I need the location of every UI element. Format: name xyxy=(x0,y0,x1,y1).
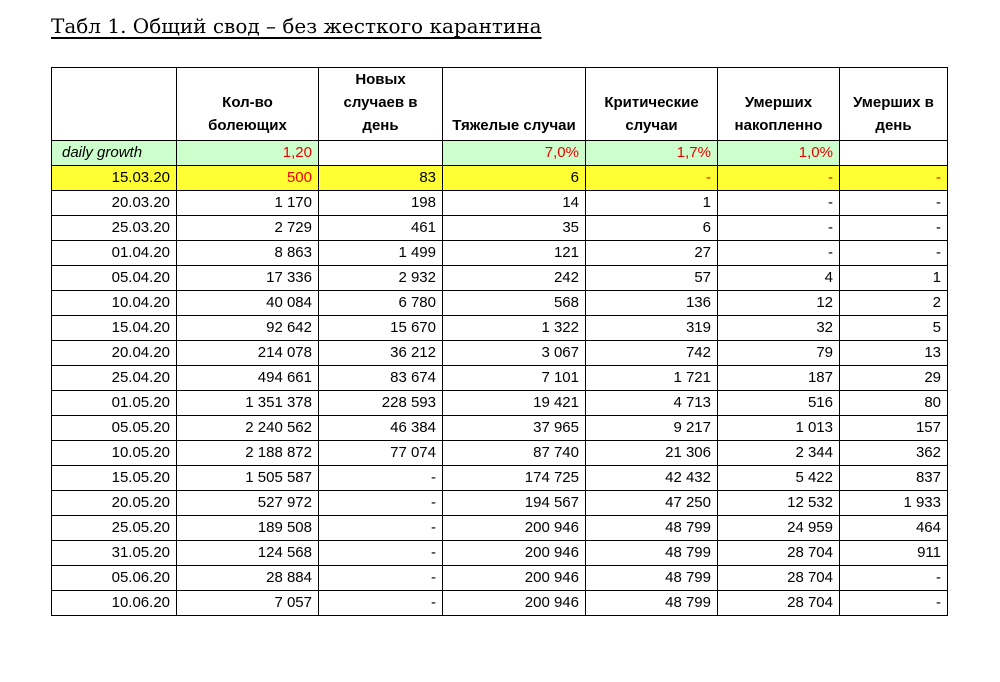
growth-severe: 7,0% xyxy=(443,141,586,166)
cell-critical: 742 xyxy=(586,341,718,366)
table-row xyxy=(52,416,948,441)
cell-new-cases: 6 780 xyxy=(319,291,443,316)
table-row xyxy=(52,516,948,541)
cell-deaths-cumulative: 28 704 xyxy=(718,566,840,591)
cell-sick: 8 863 xyxy=(177,241,319,266)
cell-severe: 35 xyxy=(443,216,586,241)
cell-sick: 1 351 378 xyxy=(177,391,319,416)
table-title: Табл 1. Общий свод – без жесткого карантина xyxy=(51,14,542,38)
cell-deaths-cumulative: 12 532 xyxy=(718,491,840,516)
cell-deaths-cumulative: 32 xyxy=(718,316,840,341)
cell-deaths-cumulative: 24 959 xyxy=(718,516,840,541)
cell-deaths-cumulative: 516 xyxy=(718,391,840,416)
daily-growth-label: daily growth xyxy=(52,141,177,166)
cell-deaths-cumulative: 4 xyxy=(718,266,840,291)
header-cell-deaths-daily: Умерших в день xyxy=(840,68,948,141)
cell-date: 25.03.20 xyxy=(52,216,177,241)
table-row xyxy=(52,241,948,266)
cell-deaths-cumulative: - xyxy=(718,241,840,266)
cell-deaths-daily: - xyxy=(840,216,948,241)
cell-severe: 174 725 xyxy=(443,466,586,491)
header-cell-sick: Кол-во болеющих xyxy=(177,68,319,141)
cell-sick: 214 078 xyxy=(177,341,319,366)
cell-date: 20.05.20 xyxy=(52,491,177,516)
cell-critical: 42 432 xyxy=(586,466,718,491)
cell-critical: 21 306 xyxy=(586,441,718,466)
cell-critical: 6 xyxy=(586,216,718,241)
cell-deaths-cumulative: - xyxy=(718,216,840,241)
cell-severe: 87 740 xyxy=(443,441,586,466)
cell-severe: 200 946 xyxy=(443,591,586,616)
cell-new-cases: - xyxy=(319,516,443,541)
header-cell-critical: Критические случаи xyxy=(586,68,718,141)
table-row xyxy=(52,391,948,416)
cell-severe: 200 946 xyxy=(443,541,586,566)
highlight-sick: 500 xyxy=(177,166,319,191)
cell-new-cases: 2 932 xyxy=(319,266,443,291)
table-row xyxy=(52,466,948,491)
cell-critical: 57 xyxy=(586,266,718,291)
cell-new-cases: 46 384 xyxy=(319,416,443,441)
table-row xyxy=(52,441,948,466)
cell-date: 31.05.20 xyxy=(52,541,177,566)
cell-sick: 2 729 xyxy=(177,216,319,241)
cell-deaths-daily: 13 xyxy=(840,341,948,366)
table-row xyxy=(52,566,948,591)
cell-deaths-cumulative: 28 704 xyxy=(718,541,840,566)
cell-new-cases: 83 674 xyxy=(319,366,443,391)
cell-new-cases: 15 670 xyxy=(319,316,443,341)
cell-critical: 48 799 xyxy=(586,516,718,541)
cell-critical: 9 217 xyxy=(586,416,718,441)
cell-critical: 27 xyxy=(586,241,718,266)
cell-deaths-daily: - xyxy=(840,241,948,266)
table-row xyxy=(52,191,948,216)
cell-new-cases: - xyxy=(319,566,443,591)
cell-sick: 92 642 xyxy=(177,316,319,341)
cell-new-cases: - xyxy=(319,491,443,516)
cell-critical: 48 799 xyxy=(586,591,718,616)
growth-sick: 1,20 xyxy=(177,141,319,166)
table-row xyxy=(52,216,948,241)
cell-deaths-cumulative: - xyxy=(718,191,840,216)
cell-date: 01.04.20 xyxy=(52,241,177,266)
table-row xyxy=(52,341,948,366)
cell-severe: 242 xyxy=(443,266,586,291)
highlight-critical: - xyxy=(586,166,718,191)
cell-sick: 7 057 xyxy=(177,591,319,616)
table-row xyxy=(52,591,948,616)
cell-date: 10.05.20 xyxy=(52,441,177,466)
cell-sick: 2 240 562 xyxy=(177,416,319,441)
cell-deaths-daily: 29 xyxy=(840,366,948,391)
cell-deaths-daily: 5 xyxy=(840,316,948,341)
cell-severe: 121 xyxy=(443,241,586,266)
cell-sick: 189 508 xyxy=(177,516,319,541)
table-row xyxy=(52,266,948,291)
cell-sick: 124 568 xyxy=(177,541,319,566)
growth-deaths-daily xyxy=(840,141,948,166)
highlight-deaths-cumulative: - xyxy=(718,166,840,191)
cell-new-cases: 198 xyxy=(319,191,443,216)
cell-date: 15.05.20 xyxy=(52,466,177,491)
header-cell-new-cases: Новых случаев в день xyxy=(319,68,443,141)
header-row xyxy=(52,68,948,141)
cell-deaths-cumulative: 28 704 xyxy=(718,591,840,616)
cell-critical: 1 xyxy=(586,191,718,216)
cell-date: 15.04.20 xyxy=(52,316,177,341)
cell-sick: 494 661 xyxy=(177,366,319,391)
cell-deaths-daily: 1 xyxy=(840,266,948,291)
cell-new-cases: 77 074 xyxy=(319,441,443,466)
cell-new-cases: - xyxy=(319,591,443,616)
cell-deaths-daily: 837 xyxy=(840,466,948,491)
cell-deaths-daily: 2 xyxy=(840,291,948,316)
cell-severe: 1 322 xyxy=(443,316,586,341)
header-cell-empty xyxy=(52,68,177,141)
daily-growth-row xyxy=(52,141,948,166)
summary-table xyxy=(51,67,948,616)
cell-date: 25.04.20 xyxy=(52,366,177,391)
cell-critical: 319 xyxy=(586,316,718,341)
cell-critical: 136 xyxy=(586,291,718,316)
cell-new-cases: 1 499 xyxy=(319,241,443,266)
cell-severe: 200 946 xyxy=(443,516,586,541)
cell-severe: 3 067 xyxy=(443,341,586,366)
growth-critical: 1,7% xyxy=(586,141,718,166)
cell-sick: 17 336 xyxy=(177,266,319,291)
cell-severe: 200 946 xyxy=(443,566,586,591)
cell-deaths-daily: 157 xyxy=(840,416,948,441)
cell-date: 20.04.20 xyxy=(52,341,177,366)
cell-deaths-daily: 464 xyxy=(840,516,948,541)
header-cell-deaths-cumulative: Умерших накопленно xyxy=(718,68,840,141)
cell-date: 10.06.20 xyxy=(52,591,177,616)
cell-deaths-cumulative: 1 013 xyxy=(718,416,840,441)
highlight-date: 15.03.20 xyxy=(52,166,177,191)
cell-date: 25.05.20 xyxy=(52,516,177,541)
cell-new-cases: 461 xyxy=(319,216,443,241)
cell-severe: 19 421 xyxy=(443,391,586,416)
cell-new-cases: 228 593 xyxy=(319,391,443,416)
cell-date: 01.05.20 xyxy=(52,391,177,416)
highlight-deaths-daily: - xyxy=(840,166,948,191)
cell-deaths-daily: - xyxy=(840,566,948,591)
cell-critical: 47 250 xyxy=(586,491,718,516)
table-row xyxy=(52,316,948,341)
cell-severe: 14 xyxy=(443,191,586,216)
cell-deaths-cumulative: 5 422 xyxy=(718,466,840,491)
cell-critical: 4 713 xyxy=(586,391,718,416)
cell-severe: 37 965 xyxy=(443,416,586,441)
cell-date: 05.06.20 xyxy=(52,566,177,591)
table-row xyxy=(52,541,948,566)
cell-severe: 194 567 xyxy=(443,491,586,516)
cell-sick: 40 084 xyxy=(177,291,319,316)
cell-sick: 1 505 587 xyxy=(177,466,319,491)
cell-sick: 28 884 xyxy=(177,566,319,591)
cell-date: 05.05.20 xyxy=(52,416,177,441)
cell-deaths-daily: - xyxy=(840,591,948,616)
highlight-new-cases: 83 xyxy=(319,166,443,191)
growth-new-cases xyxy=(319,141,443,166)
cell-deaths-daily: 80 xyxy=(840,391,948,416)
header-cell-severe: Тяжелые случаи xyxy=(443,68,586,141)
cell-sick: 527 972 xyxy=(177,491,319,516)
cell-sick: 1 170 xyxy=(177,191,319,216)
table-row xyxy=(52,366,948,391)
cell-deaths-daily: - xyxy=(840,191,948,216)
table-row xyxy=(52,291,948,316)
cell-deaths-daily: 911 xyxy=(840,541,948,566)
cell-deaths-daily: 1 933 xyxy=(840,491,948,516)
table-row xyxy=(52,491,948,516)
cell-severe: 568 xyxy=(443,291,586,316)
cell-date: 20.03.20 xyxy=(52,191,177,216)
cell-severe: 7 101 xyxy=(443,366,586,391)
cell-deaths-cumulative: 2 344 xyxy=(718,441,840,466)
cell-sick: 2 188 872 xyxy=(177,441,319,466)
cell-deaths-daily: 362 xyxy=(840,441,948,466)
cell-deaths-cumulative: 79 xyxy=(718,341,840,366)
cell-new-cases: 36 212 xyxy=(319,341,443,366)
cell-new-cases: - xyxy=(319,466,443,491)
cell-critical: 1 721 xyxy=(586,366,718,391)
cell-critical: 48 799 xyxy=(586,566,718,591)
highlighted-row xyxy=(52,166,948,191)
highlight-severe: 6 xyxy=(443,166,586,191)
cell-date: 10.04.20 xyxy=(52,291,177,316)
cell-new-cases: - xyxy=(319,541,443,566)
cell-critical: 48 799 xyxy=(586,541,718,566)
growth-deaths-cumulative: 1,0% xyxy=(718,141,840,166)
cell-deaths-cumulative: 12 xyxy=(718,291,840,316)
cell-date: 05.04.20 xyxy=(52,266,177,291)
cell-deaths-cumulative: 187 xyxy=(718,366,840,391)
